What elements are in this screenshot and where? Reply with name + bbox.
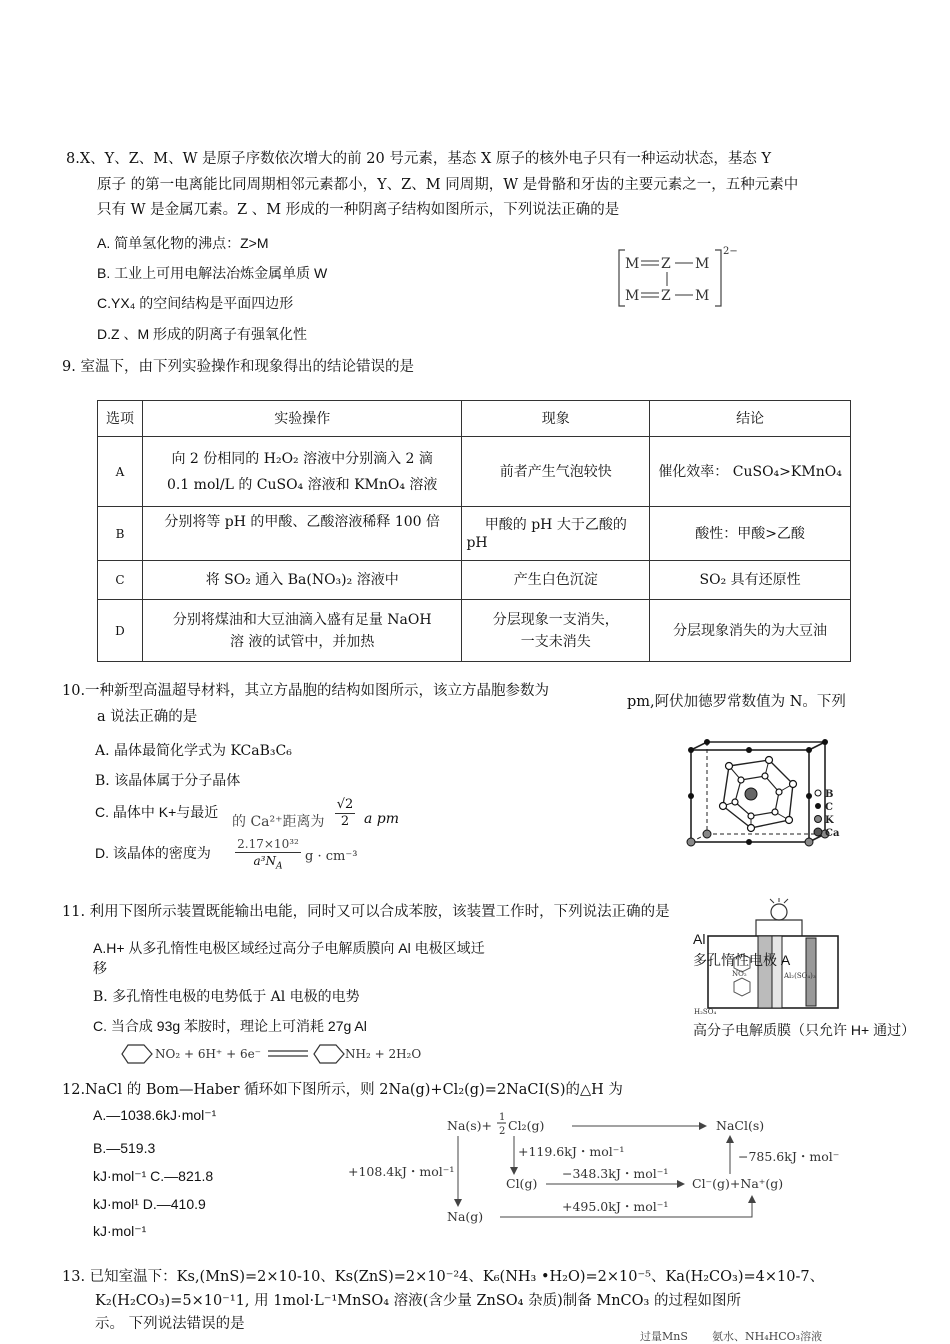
atom-z-1: Z bbox=[661, 256, 671, 272]
q13-flow-label-2: 氨水、NH₄HCO₃溶液 bbox=[712, 1330, 823, 1343]
q8-line3: 只有 W 是金属兀素。Z 、M 形成的一种阴离子结构如图所示，下列说法正确的是 bbox=[97, 202, 620, 218]
born-haber-cycle-diagram bbox=[340, 1108, 850, 1230]
charge-label: 2− bbox=[723, 246, 738, 257]
q13-line1: 13. 已知室温下：Ks,(MnS)=2×10-10、Ks(ZnS)=2×10⁻²4、K₆(NH₃ •H₂O)=2×10⁻⁵、Ka(H₂CO₃)=4×10-7、 bbox=[62, 1269, 825, 1285]
row-b-phenomenon-line2: pH bbox=[466, 534, 488, 551]
benzene-icon bbox=[120, 1043, 154, 1065]
q12-stem: 12.NaCl 的 Bom—Haber 循环如下图所示，则 2Na(g)+Cl₂(g)=2NaCI(S)的△H 为 bbox=[62, 1082, 623, 1098]
na-s-label: Na(s)+ bbox=[447, 1118, 493, 1133]
ions-label: Cl⁻(g)+Na⁺(g) bbox=[692, 1176, 784, 1191]
row-d-operation-line2: 溶 液的试管中，并加热 bbox=[229, 633, 375, 650]
label-membrane: 高分子电解质膜（只允许 H+ 通过） bbox=[693, 1022, 916, 1038]
q12-option-2: B.—519.3 bbox=[93, 1140, 156, 1156]
row-d-conclusion: 分层现象消失的为大豆油 bbox=[650, 600, 851, 662]
row-c-phenomenon: 产生白色沉淀 bbox=[462, 561, 650, 600]
double-arrow-icon bbox=[268, 1048, 308, 1060]
q10-line1: 10.一种新型高温超导材料，其立方晶胞的结构如图所示，该立方晶胞参数为 bbox=[62, 683, 550, 699]
q10-option-c-unit: a pm bbox=[364, 811, 400, 827]
row-d-operation-line1: 分别将煤油和大豆油滴入盛有足量 NaOH bbox=[172, 611, 432, 628]
density-denominator: $a^3N_A$ bbox=[253, 854, 283, 872]
crystal-cell-diagram bbox=[685, 740, 855, 850]
legend-b: B bbox=[825, 789, 834, 800]
label-porous-electrode: 多孔惰性电极 A bbox=[693, 952, 791, 968]
atom-m-1: M bbox=[625, 256, 640, 272]
q8-option-b: B. 工业上可用电解法冶炼金属单质 W bbox=[97, 265, 328, 281]
q10-option-d: D. 该晶体的密度为 bbox=[95, 845, 211, 861]
q8-option-c: C.YX₄ 的空间结构是平面四边形 bbox=[97, 295, 294, 311]
row-c-option: C bbox=[98, 561, 143, 600]
q8-option-a: A. 简单氢化物的沸点：Z>M bbox=[97, 235, 269, 251]
q10-option-b: B. 该晶体属于分子晶体 bbox=[95, 773, 241, 789]
nacl-label: NaCl(s) bbox=[716, 1118, 765, 1133]
atom-m-4: M bbox=[695, 288, 710, 304]
q8-line2: 原子 的第一电离能比同周期相邻元素都小，Y、Z、M 同周期，W 是骨骼和牙齿的主要元素之一，五种元素中 bbox=[97, 177, 799, 193]
anion-structure-diagram bbox=[615, 242, 738, 314]
header-operation: 实验操作 bbox=[142, 401, 462, 437]
q11-equation-left: NO₂ + 6H⁺ + 6e⁻ bbox=[155, 1047, 262, 1061]
fraction-numerator: √2 bbox=[336, 797, 354, 812]
row-c-operation: 将 SO₂ 通入 Ba(NO₃)₂ 溶液中 bbox=[142, 561, 462, 600]
legend-c: C bbox=[825, 802, 833, 813]
atom-z-2: Z bbox=[661, 288, 671, 304]
energy-1: +119.6kJ・mol⁻¹ bbox=[518, 1144, 625, 1159]
q13-line3: 示。 下列说法错误的是 bbox=[95, 1316, 245, 1332]
cl-g-label: Cl(g) bbox=[506, 1176, 538, 1191]
energy-4: −785.6kJ・mol⁻ bbox=[738, 1149, 840, 1164]
q13-line2: K₂(H₂CO₃)=5×10⁻¹1, 用 1mol·L⁻¹MnSO₄ 溶液(含少量 ZnSO₄ 杂质)制备 MnCO₃ 的过程如图所 bbox=[95, 1293, 741, 1309]
q10-option-a: A. 晶体最简化学式为 KCaB₃C₆ bbox=[95, 743, 292, 759]
q11-option-c: C. 当合成 93g 苯胺时，理论上可消耗 27g Al bbox=[93, 1018, 367, 1034]
row-d-operation bbox=[142, 600, 462, 662]
q10-option-d-fraction bbox=[235, 836, 301, 874]
row-a-conclusion: 催化效率： CuSO₄>KMnO₄ bbox=[650, 437, 851, 507]
label-h2so4: H₂SO₄ bbox=[694, 1008, 717, 1016]
row-b-phenomenon bbox=[462, 507, 650, 561]
energy-2: +108.4kJ・mol⁻¹ bbox=[348, 1164, 455, 1179]
benzene-icon bbox=[312, 1043, 346, 1065]
energy-3: −348.3kJ・mol⁻¹ bbox=[562, 1166, 669, 1181]
table-row bbox=[98, 437, 851, 507]
density-numerator: 2.17×10³² bbox=[237, 837, 299, 851]
q11-stem: 11. 利用下图所示装置既能输出电能，同时又可以合成苯胺，该装置工作时，下列说法正确的是 bbox=[62, 904, 670, 920]
q12-option-3: kJ·mol⁻¹ C.—821.8 bbox=[93, 1168, 214, 1184]
row-a-operation bbox=[142, 437, 462, 507]
na-g-label: Na(g) bbox=[447, 1209, 484, 1224]
q10-line2: a 说法正确的是 bbox=[97, 709, 198, 725]
q10-option-c: C. 晶体中 K+与最近 bbox=[95, 804, 219, 820]
atom-m-3: M bbox=[625, 288, 640, 304]
q9-stem: 9. 室温下，由下列实验操作和现象得出的结论错误的是 bbox=[62, 359, 414, 375]
row-b-conclusion: 酸性：甲酸>乙酸 bbox=[650, 507, 851, 561]
q8-line1: 8.X、Y、Z、M、W 是原子序数依次增大的前 20 号元素，基态 X 原子的核外电子只有一种运动状态，基态 Y bbox=[66, 151, 772, 167]
table-row bbox=[98, 507, 851, 561]
label-al2so4: Al₂(SO₄)₃ bbox=[784, 972, 816, 980]
row-b-option: B bbox=[98, 507, 143, 561]
table-header-row bbox=[98, 401, 851, 437]
row-d-phenomenon bbox=[462, 600, 650, 662]
q12-option-5: kJ·mol⁻¹ bbox=[93, 1223, 147, 1239]
q10-option-c-part2: 的 Ca²⁺距离为 bbox=[232, 814, 325, 830]
header-conclusion: 结论 bbox=[650, 401, 851, 437]
fraction-denominator: 2 bbox=[340, 814, 350, 829]
q10-line1b: pm,阿伏加德罗常数值为 N。下列 bbox=[627, 694, 846, 710]
q12-option-1: A.—1038.6kJ·mol⁻¹ bbox=[93, 1107, 217, 1123]
row-b-operation: 分别将等 pH 的甲酸、乙酸溶液稀释 100 倍 bbox=[142, 507, 462, 561]
label-al: Al bbox=[693, 931, 706, 947]
q13-flow-label-1: 过量MnS bbox=[640, 1330, 688, 1343]
q11-option-a-line1: A.H+ 从多孔惰性电极区域经过高分子电解质膜向 Al 电极区域迁 bbox=[93, 940, 485, 956]
row-c-conclusion: SO₂ 具有还原性 bbox=[650, 561, 851, 600]
atom-m-2: M bbox=[695, 256, 710, 272]
q10-option-d-unit: g · cm⁻³ bbox=[305, 849, 358, 864]
table-row bbox=[98, 600, 851, 662]
header-option: 选项 bbox=[98, 401, 143, 437]
row-d-phenomenon-line1: 分层现象一支消失， bbox=[492, 611, 619, 628]
table-row bbox=[98, 561, 851, 600]
q11-equation-right: NH₂ + 2H₂O bbox=[345, 1047, 422, 1061]
header-phenomenon: 现象 bbox=[462, 401, 650, 437]
q8-option-d: D.Z 、M 形成的阴离子有强氧化性 bbox=[97, 326, 307, 342]
row-a-operation-line2: 0.1 mol/L 的 CuSO₄ 溶液和 KMnO₄ 溶液 bbox=[166, 476, 438, 493]
legend-ca: Ca bbox=[825, 828, 840, 839]
q11-option-a-line2: 移 bbox=[93, 960, 107, 976]
experiment-table bbox=[97, 400, 851, 662]
q10-option-c-fraction bbox=[335, 797, 355, 830]
energy-5: +495.0kJ・mol⁻¹ bbox=[562, 1199, 669, 1214]
row-b-phenomenon-line1: 甲酸的 pH 大于乙酸的 bbox=[484, 516, 627, 533]
half-num: 1 bbox=[499, 1112, 506, 1123]
legend-k: K bbox=[825, 815, 834, 826]
row-d-phenomenon-line2: 一支未消失 bbox=[520, 633, 591, 650]
row-d-option: D bbox=[98, 600, 143, 662]
label-no2: NO₂ bbox=[732, 970, 747, 978]
row-a-option: A bbox=[98, 437, 143, 507]
q11-option-b: B. 多孔惰性电极的电势低于 Al 电极的电势 bbox=[93, 989, 360, 1005]
q12-option-4: kJ·mol¹ D.—410.9 bbox=[93, 1196, 206, 1212]
row-a-operation-line1: 向 2 份相同的 H₂O₂ 溶液中分别滴入 2 滴 bbox=[171, 450, 433, 467]
cl2-label: Cl₂(g) bbox=[508, 1118, 545, 1133]
half-den: 2 bbox=[499, 1126, 506, 1137]
row-a-phenomenon: 前者产生气泡较快 bbox=[462, 437, 650, 507]
